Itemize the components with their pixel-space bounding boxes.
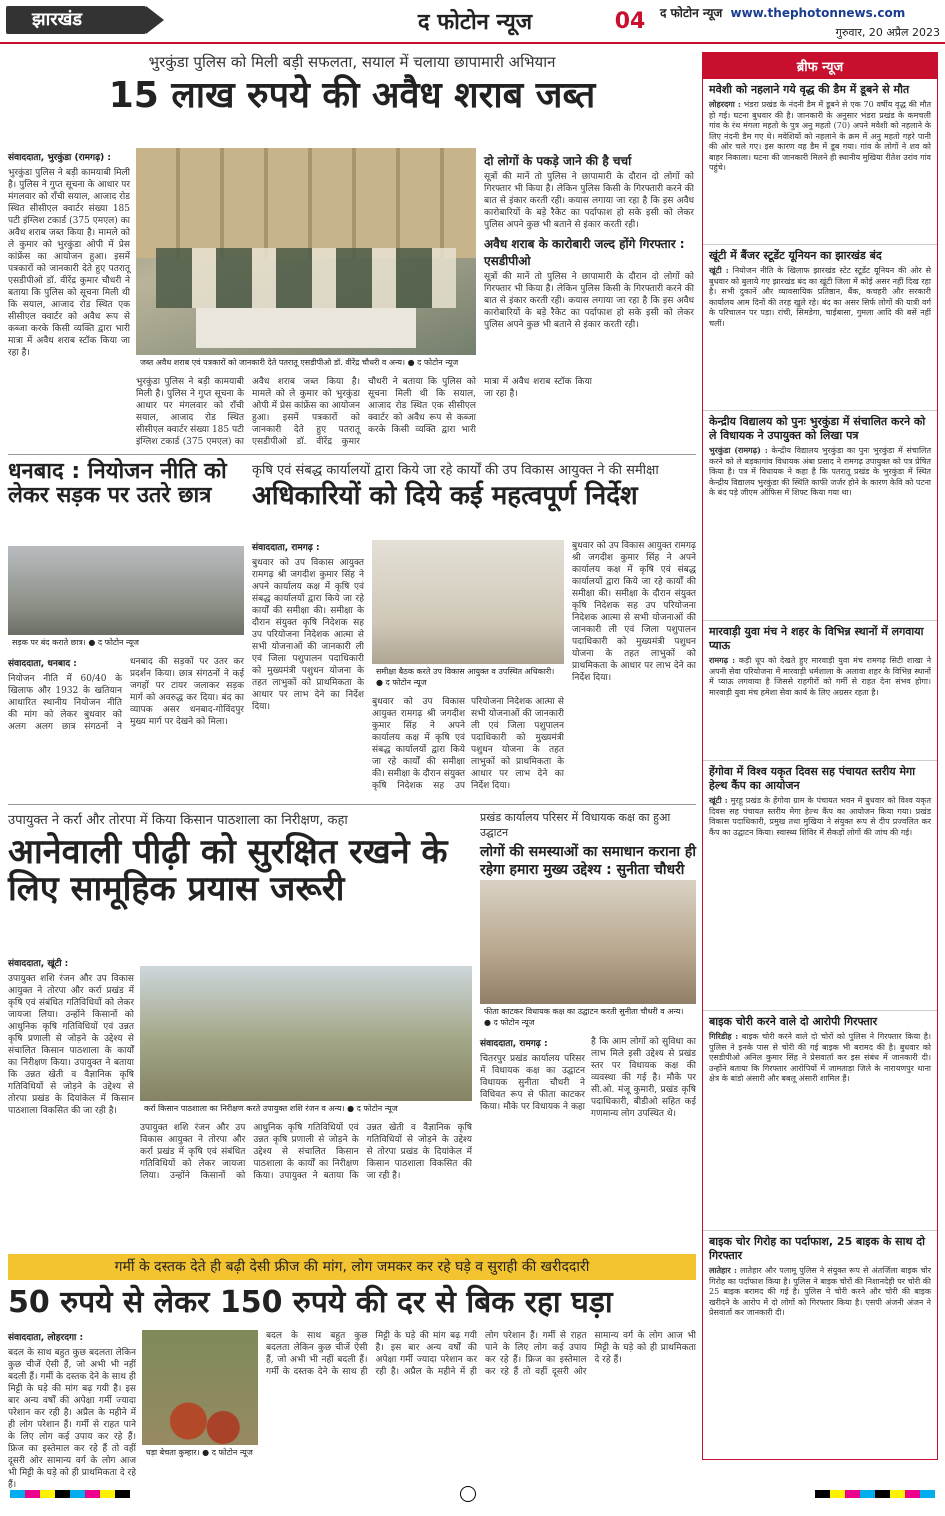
paper-name: द फोटोन न्यूज: [417, 9, 533, 35]
brief-item: [703, 761, 937, 1011]
story-column: [8, 1330, 136, 1490]
photo-caption: सड़क पर बंद कराते छात्र। ● द फोटोन न्यूज: [8, 635, 244, 650]
story-photo: [372, 540, 564, 690]
story-dateline: संवाददाता, धनबाद :: [8, 659, 77, 669]
story-photo: [140, 966, 472, 1116]
story-dateline: संवाददाता, लोहरदगा :: [8, 1333, 84, 1343]
story-column: [8, 150, 130, 450]
story-headline: अधिकारियों को दिये कई महत्वपूर्ण निर्देश: [252, 481, 638, 511]
story-photo: [142, 1330, 258, 1460]
story-dhanbad-protest: [8, 460, 244, 800]
brief-dateline: खूंटी :: [709, 265, 729, 275]
brief-body: भंडरा प्रखंड के नंदनी डैम में डूबने से एक 70 वर्षीय वृद्ध की मौत हो गई। घटना बुधवार की है। जानकारी के अनुसार भंडरा प्रखंड के कमचली गांव के रंथ मंगला महतो के पुत्र अनु महतो (70) अपने मवेशी को नहलाने के लिए नंदनी डैम गए थे। मवेशियों को नहलाने के क्रम में अनु महतो गहरे पानी की ओर चले गए। इस कारण वह डैम में डूब गया। गांव के लोगों ने शव को बाहर निकाला। घटना की जानकारी मिलने ही स्थानीय मुखिया रीतेश उरांव गांव पहुंचे।: [709, 100, 932, 172]
story-body-continued: उपायुक्त शशि रंजन और उप विकास आयुक्त ने तोरपा और कर्रा प्रखंड में कृषि एवं संबंधित गतिविधियों को लेकर जायजा लिया। उन्होंने किसानों को आधुनिक कृषि गतिविधियों एवं उन्नत कृषि प्रणाली से जोड़ने के उद्देश्य से संचालित किसान पाठशाला के कार्यों का निरीक्षण किया। उपायुक्त ने बताया कि उन्नत खेती व वैज्ञानिक कृषि गतिविधियों से जोड़ने के उद्देश्य से तोरपा प्रखंड के दियांकेल में किसान पाठशाला विकसित की जा रही है।: [140, 1123, 472, 1181]
story-headline: 15 लाख रुपये की अवैध शराब जब्त: [108, 75, 596, 116]
story-body-continued: बदल के साथ बहुत कुछ बदलता लेकिन कुछ चीजें ऐसी हैं, जो अभी भी नहीं बदली हैं। गर्मी के दस्तक देने के साथ ही मिट्टी के घड़े की मांग बढ़ गयी है। इस बार अन्य वर्षों की अपेक्षा गर्मी ज्यादा परेशान कर रही है। अप्रैल के महीने में ही लोग परेशान हैं। गर्मी से राहत पाने के लिए लोग कई उपाय कर रहे हैं। फ्रिज का इस्तेमाल कर रहे हैं तो वहीं दूसरी ओर सामान्य वर्ग के लोग आज भी मिट्टी के घड़े को ही प्राथमिकता दे रहे हैं।: [266, 1331, 696, 1377]
story-headline: 50 रुपये से लेकर 150 रुपये की दर से बिक रहा घड़ा: [8, 1285, 613, 1320]
brief-body: नियोजन नीति के खिलाफ झारखंड स्टेट स्टूडेंट यूनियन की ओर से बुधवार को बुलाये गए झारखंड बंद का खूंटी जिला में कोई असर नहीं दिख रहा है। सभी दुकानें और व्यावसायिक प्रतिष्ठान, बैंक, कचहरी और सरकारी कार्यालय आम दिनों की तरह खुले रहे। बंद का असर सिर्फ लोगों की यात्री वर्ग के परिचालन पर पड़ा। रांची, सिमडेगा, चाईबासा, गुमला आदि की बसें नहीं चलीं।: [709, 266, 931, 328]
registration-mark-icon: [460, 1486, 476, 1502]
police-officers-graphic: [156, 248, 456, 308]
story-subhead: अवैध शराब के कारोबारी जल्द होंगे गिरफ्तार : एसडीपीओ: [484, 237, 685, 268]
story-continued: [136, 376, 592, 450]
story-body-secondary: सूत्रों की मानें तो पुलिस ने छापामारी के दौरान दो लोगों को गिरफ्तार भी किया है। लेकिन पुलिस किसी के गिरफ्तारी करने की बात से इंकार करती रही। कयास लगाया जा रहा है कि इस अवैध कारोबारियों के बड़े रैकेट का पर्दाफाश हो सके इसी को लेकर पुलिस अपने कुछ भी बताने से इंकार करती रही।: [484, 172, 694, 230]
story-kicker: भुरकुंडा पुलिस को मिली बड़ी सफलता, सयाल में चलाया छापामारी अभियान: [148, 53, 556, 71]
story-dateline: संवाददाता, रामगढ़ :: [480, 1039, 548, 1049]
masthead: [0, 0, 945, 44]
story-continued: [266, 1330, 696, 1460]
brief-title: बाइक चोर गिरोह का पर्दाफाश, 25 बाइक के साथ दो गिरफ्तार: [709, 1235, 925, 1262]
story-column: [8, 656, 244, 800]
brief-item: [703, 79, 937, 245]
liquor-cartons-graphic: [136, 148, 476, 258]
print-color-bar: [815, 1490, 935, 1498]
brief-body: कड़ी धूप को देखते हुए मारवाड़ी युवा मंच रामगढ़ सिटी शाखा ने अपनी सेवा परियोजना में मारवाड़ी धर्मशाला के अलावा शहर के विभिन्न स्थानों में प्याऊ लगवाया है जिससे राहगीरों को गर्मी से राहत देना संभव होगा। मारवाड़ी युवा मंच हमेशा सेवा कार्य के लिए अग्रसर रहता है।: [709, 656, 932, 697]
story-kicker: प्रखंड कार्यालय परिसर में विधायक कक्ष का हुआ उद्घाटन: [480, 811, 671, 839]
divider: [8, 804, 696, 805]
story-side-column: [572, 540, 696, 800]
story-body: उपायुक्त शशि रंजन और उप विकास आयुक्त ने तोरपा और कर्रा प्रखंड में कृषि एवं संबंधित गतिविधियों को लेकर जायजा लिया। उन्होंने किसानों को आधुनिक कृषि गतिविधियों एवं उन्नत कृषि प्रणाली से जोड़ने के उद्देश्य से संचालित किसान पाठशाला के कार्यों का निरीक्षण किया। उपायुक्त ने बताया कि उन्नत खेती व वैज्ञानिक कृषि गतिविधियों से जोड़ने के उद्देश्य से तोरपा प्रखंड के दियांकेल में किसान पाठशाला विकसित की जा रही है।: [8, 974, 134, 1116]
print-color-bar: [10, 1490, 130, 1498]
story-liquor-seizure: [8, 52, 696, 452]
brief-title: मारवाड़ी युवा मंच ने शहर के विभिन्न स्थानों में लगवाया प्याऊ: [709, 625, 924, 652]
table-graphic: [196, 308, 416, 348]
story-body-continued: बुधवार को उप विकास आयुक्त रामगढ़ श्री जगदीश कुमार सिंह ने अपने कार्यालय कक्ष में कृषि एवं संबद्ध कार्यालयों द्वारा किये जा रहे कार्यों की समीक्षा की। समीक्षा के दौरान संयुक्त कृषि निदेशक सह उप परियोजना निदेशक आत्मा से सभी योजनाओं की जानकारी ली एवं जिला पशुपालन पदाधिकारी को मुख्यमंत्री पशुधन योजना के तहत लाभुकों को प्राथमिकता के आधार पर लाभ देने का निर्देश दिया।: [572, 541, 696, 683]
story-banner: गर्मी के दस्तक देते ही बढ़ी देसी फ्रीज की मांग, लोग जमकर कर रहे घड़े व सुराही की खरीददारी: [8, 1254, 696, 1280]
brief-body: केन्द्रीय विद्यालय भुरकुंडा का पुनः भुरकुंडा में संचालित करने को ले बड़कागांव विधायक अंबा प्रसाद ने रामगढ़ उपायुक्त को पत्र प्रेषित किया है। पत्र में विधायक ने कहा है कि पतरातू प्रखंड के भुरकुंडा में स्थित केन्द्रीय विद्यालय भुरकुंडा की स्थिति काफी जर्जर होने के कारण केवि को पटना के बंद पड़े जीएम ऑफिस में शिफ्ट किया गया था।: [709, 446, 932, 497]
story-continued: [372, 696, 564, 800]
brief-title: हेंगोवा में विश्व यकृत दिवस सह पंचायत स्तरीय मेगा हेल्थ कैंप का आयोजन: [709, 765, 916, 792]
story-body: चितरपुर प्रखंड कार्यालय परिसर में विधायक कक्ष का उद्घाटन विधायक सुनीता चौधरी ने विधिवत रूप से फीता काटकर किया। मौके पर विधायक ने कहा है कि आम लोगों को सुविधा का लाभ मिले इसी उद्देश्य से प्रखंड स्तर पर विधायक कक्ष की व्यवस्था की गई है। मौके पर सी.ओ. मंजू कुमारी, प्रखंड कृषि पदाधिकारी, बीडीओ सहित कई गणमान्य लोग उपस्थित थे।: [480, 1037, 696, 1119]
brief-body: बाइक चोरी करने वाले दो चोरों को पुलिस ने गिरफ्तार किया है। पुलिस ने इनके पास से चोरी की गई बाइक भी बरामद की है। बुधवार को एसडीपीओ अनिल कुमार सिंह ने प्रेसवार्ता कर इस संबंध में जानकारी दी। उन्होंने बताया कि गिरफ्तार आरोपियों में जामताड़ा जिले के नारायणपुर थाना क्षेत्र के बांडो अंसारी और बबलू अंसारी शामिल हैं।: [709, 1032, 931, 1083]
story-dateline: संवाददाता, रामगढ़ :: [252, 543, 320, 553]
story-body-continued: भुरकुंडा पुलिस ने बड़ी कामयाबी मिली है। पुलिस ने गुप्त सूचना के आधार पर मंगलवार को राँची सयाल, आजाद रोड स्थित सीसीएल क्वार्टर संख्या 185 पटी इंग्लिश टकार्ड (375 एमएल) का अवैध शराब जब्त किया है। मामले को ले कुमार को भुरकुंडा ओपी में प्रेस कांफ्रेंस का आयोजन हुआ। इसमें पत्रकारों को जानकारी देते हुए पतरातू एसडीपीओ डॉ. वीरेंद्र कुमार चौधरी ने बताया कि पुलिस को सूचना मिली थी कि सयाल, आजाद रोड स्थित एक सीसीएल क्वार्टर को अवैध रूप से कब्जा करके किसी व्यक्ति द्वारा भारी मात्रा में अवैध शराब स्टॉक किया जा रहा है।: [136, 377, 592, 447]
main-content: [8, 52, 696, 1490]
story-body: नियोजन नीति में 60/40 के खिलाफ और 1932 के खतियान आधारित स्थानीय नियोजन नीति की मांग को लेकर बुधवार को अलग अलग छात्र संगठनों ने धनबाद की सड़कों पर उतर कर प्रदर्शन किया। छात्र संगठनों ने कई जगहों पर टायर जलाकर सड़क मार्ग को अवरुद्ध कर दिया। बंद का व्यापक असर धनबाद-गोविंदपुर मुख्य मार्ग पर देखने को मिला।: [8, 657, 244, 732]
story-review-meeting: [252, 460, 696, 800]
story-clay-pots: [8, 1285, 696, 1490]
story-kicker: कृषि एवं संबद्ध कार्यालयों द्वारा किये जा रहे कार्यों की उप विकास आयुक्त ने की समीक्षा: [252, 463, 659, 478]
brief-title: मवेशी को नहलाने गये वृद्ध की डैम में डूबने से मौत: [709, 83, 910, 96]
brief-news-header: ब्रीफ न्यूज: [703, 53, 937, 79]
brief-dateline: लातेहार :: [709, 1265, 737, 1275]
website-link[interactable]: www.thephotonnews.com: [730, 6, 906, 20]
masthead-info: [660, 4, 940, 40]
story-body: बदल के साथ बहुत कुछ बदलता लेकिन कुछ चीजें ऐसी हैं, जो अभी भी नहीं बदली हैं। गर्मी के दस्तक देने के साथ ही मिट्टी के घड़े की मांग बढ़ गयी है। इस बार अन्य वर्षों की अपेक्षा गर्मी ज्यादा परेशान कर रही है। अप्रैल के महीने में ही लोग परेशान हैं। गर्मी से राहत पाने के लिए लोग कई उपाय कर रहे हैं। फ्रिज का इस्तेमाल कर रहे हैं तो वहीं दूसरी ओर सामान्य वर्ग के लोग आज भी मिट्टी के घड़े को ही प्राथमिकता दे रहे हैं।: [8, 1348, 136, 1490]
photo-caption: जब्त अवैध शराब एवं पत्रकारों को जानकारी देते पतरातू एसडीपीओ डॉ. वीरेंद्र चौधरी व अन्य। ● द फोटोन न्यूज: [136, 355, 476, 370]
brief-body: मुरहू प्रखंड के हेंगोवा ग्राम के पंचायत भवन में बुधवार को विश्व यकृत दिवस सह पंचायत स्तरीय मेगा हेल्थ कैंप का आयोजन किया गया। प्रखंड विकास पदाधिकारी, प्रमुख तथा मुखिया ने संयुक्त रूप से दीप प्रज्वलित कर कैंप का उद्घाटन किया। स्वास्थ्य शिविर में सैकड़ों लोगों की जांच की गई।: [709, 796, 932, 837]
story-column: [8, 956, 134, 1246]
photo-caption: घड़ा बेचता कुम्हार। ● द फोटोन न्यूज: [142, 1445, 258, 1460]
brief-dateline: भुरकुंडा (रामगढ़) :: [709, 445, 768, 455]
brief-item: [703, 621, 937, 761]
brief-dateline: लोहरदगा :: [709, 99, 741, 109]
story-headline: आनेवाली पीढ़ी को सुरक्षित रखने के लिए सामूहिक प्रयास जरूरी: [8, 832, 448, 910]
story-body: बुधवार को उप विकास आयुक्त रामगढ़ श्री जगदीश कुमार सिंह ने अपने कार्यालय कक्ष में कृषि एवं संबद्ध कार्यालयों द्वारा किये जा रहे कार्यों की समीक्षा की। समीक्षा के दौरान संयुक्त कृषि निदेशक सह उप परियोजना निदेशक आत्मा से सभी योजनाओं की जानकारी ली एवं जिला पशुपालन पदाधिकारी को मुख्यमंत्री पशुधन योजना के तहत लाभुकों को प्राथमिकता के आधार पर लाभ देने का निर्देश दिया।: [252, 558, 364, 712]
story-photo: [480, 880, 696, 1030]
story-side-column: [484, 148, 694, 450]
story-mla-office: [480, 810, 696, 1246]
brief-dateline: गिरिडीह :: [709, 1031, 739, 1041]
story-column: [252, 540, 364, 800]
brief-item: [703, 245, 937, 411]
story-photo: [136, 148, 476, 370]
story-kisan-pathshala: [8, 810, 472, 1246]
story-headline: धनबाद : नियोजन नीति को लेकर सड़क पर उतरे छात्र: [8, 459, 227, 509]
story-body: भुरकुंडा पुलिस ने बड़ी कामयाबी मिली है। पुलिस ने गुप्त सूचना के आधार पर मंगलवार को राँची सयाल, आजाद रोड स्थित सीसीएल क्वार्टर संख्या 185 पटी इंग्लिश टकार्ड (375 एमएल) का अवैध शराब जब्त किया है। मामले को ले कुमार को भुरकुंडा ओपी में प्रेस कांफ्रेंस का आयोजन हुआ। इसमें पत्रकारों को जानकारी देते हुए पतरातू एसडीपीओ डॉ. वीरेंद्र कुमार चौधरी ने बताया कि पुलिस को सूचना मिली थी कि सयाल, आजाद रोड स्थित एक सीसीएल क्वार्टर को अवैध रूप से कब्जा करके किसी व्यक्ति द्वारा भारी मात्रा में अवैध शराब स्टॉक किया जा रहा है।: [8, 168, 130, 358]
page-number: 04: [610, 4, 650, 40]
brief-dateline: खूंटी :: [709, 795, 728, 805]
brief-news-panel: [702, 52, 938, 1460]
brief-item: [703, 1011, 937, 1231]
story-column: [480, 1036, 696, 1246]
photo-caption: समीक्षा बैठक करते उप विकास आयुक्त व उपस्थित अधिकारी। ● द फोटोन न्यूज: [372, 664, 564, 690]
story-continued: [140, 1122, 472, 1246]
photo-caption: फीता काटकर विधायक कक्ष का उद्घाटन करती सुनीता चौधरी व अन्य। ● द फोटोन न्यूज: [480, 1004, 696, 1030]
story-headline: लोगों की समस्याओं का समाधान कराना ही रहेगा हमारा मुख्य उद्देश्य : सुनीता चौधरी: [480, 844, 696, 878]
story-kicker: उपायुक्त ने कर्रा और तोरपा में किया किसान पाठशाला का निरीक्षण, कहा: [8, 813, 348, 828]
section-label: झारखंड: [6, 6, 146, 34]
issue-date: गुरुवार, 20 अप्रैल 2023: [835, 26, 940, 39]
brand-name: द फोटोन न्यूज: [660, 6, 723, 20]
brief-title: केन्द्रीय विद्यालय को पुनः भुरकुंडा में संचालित करने को ले विधायक ने उपायुक्त को लिखा पत्र: [709, 415, 926, 442]
brief-item: [703, 1231, 937, 1461]
story-subhead: दो लोगों के पकड़े जाने की है चर्चा: [484, 154, 632, 168]
story-dateline: संवाददाता, खूंटी :: [8, 959, 69, 969]
story-dateline: संवाददाता, भुरकुंडा (रामगढ़) :: [8, 153, 112, 163]
brief-title: खूंटी में बैंजर स्टूडेंट यूनियन का झारखंड बंद: [709, 249, 882, 262]
brief-dateline: रामगढ़ :: [709, 655, 736, 665]
brief-title: बाइक चोरी करने वाले दो आरोपी गिरफ्तार: [709, 1015, 878, 1028]
brief-body: लातेहार और पलामू पुलिस ने संयुक्त रूप से अंतर्जिला बाइक चोर गिरोह का पर्दाफाश किया है। पुलिस ने बाइक चोरों की निशानदेही पर चोरी की 25 बाइक बरामद की गई है। पुलिस ने चोरी करने और चोरी की बाइक खरीदने के आरोप में दो लोगों को गिरफ्तार किया है। एसपी अंजनी अंजन ने प्रेसवार्ता कर जानकारी दी।: [709, 1266, 932, 1317]
photo-caption: कर्रा किसान पाठशाला का निरीक्षण करते उपायुक्त शशि रंजन व अन्य। ● द फोटोन न्यूज: [140, 1101, 472, 1116]
divider: [8, 454, 696, 455]
brief-item: [703, 411, 937, 621]
story-body-continued: बुधवार को उप विकास आयुक्त रामगढ़ श्री जगदीश कुमार सिंह ने अपने कार्यालय कक्ष में कृषि एवं संबद्ध कार्यालयों द्वारा किये जा रहे कार्यों की समीक्षा की। समीक्षा के दौरान संयुक्त कृषि निदेशक सह उप परियोजना निदेशक आत्मा से सभी योजनाओं की जानकारी ली एवं जिला पशुपालन पदाधिकारी को मुख्यमंत्री पशुधन योजना के तहत लाभुकों को प्राथमिकता के आधार पर लाभ देने का निर्देश दिया।: [372, 697, 564, 791]
story-body-secondary: सूत्रों की मानें तो पुलिस ने छापामारी के दौरान दो लोगों को गिरफ्तार भी किया है। लेकिन पुलिस किसी के गिरफ्तारी करने की बात से इंकार करती रही। कयास लगाया जा रहा है कि इस अवैध कारोबारियों के बड़े रैकेट का पर्दाफाश हो सके इसी को लेकर पुलिस अपने कुछ भी बताने से इंकार करती रही।: [484, 272, 694, 330]
